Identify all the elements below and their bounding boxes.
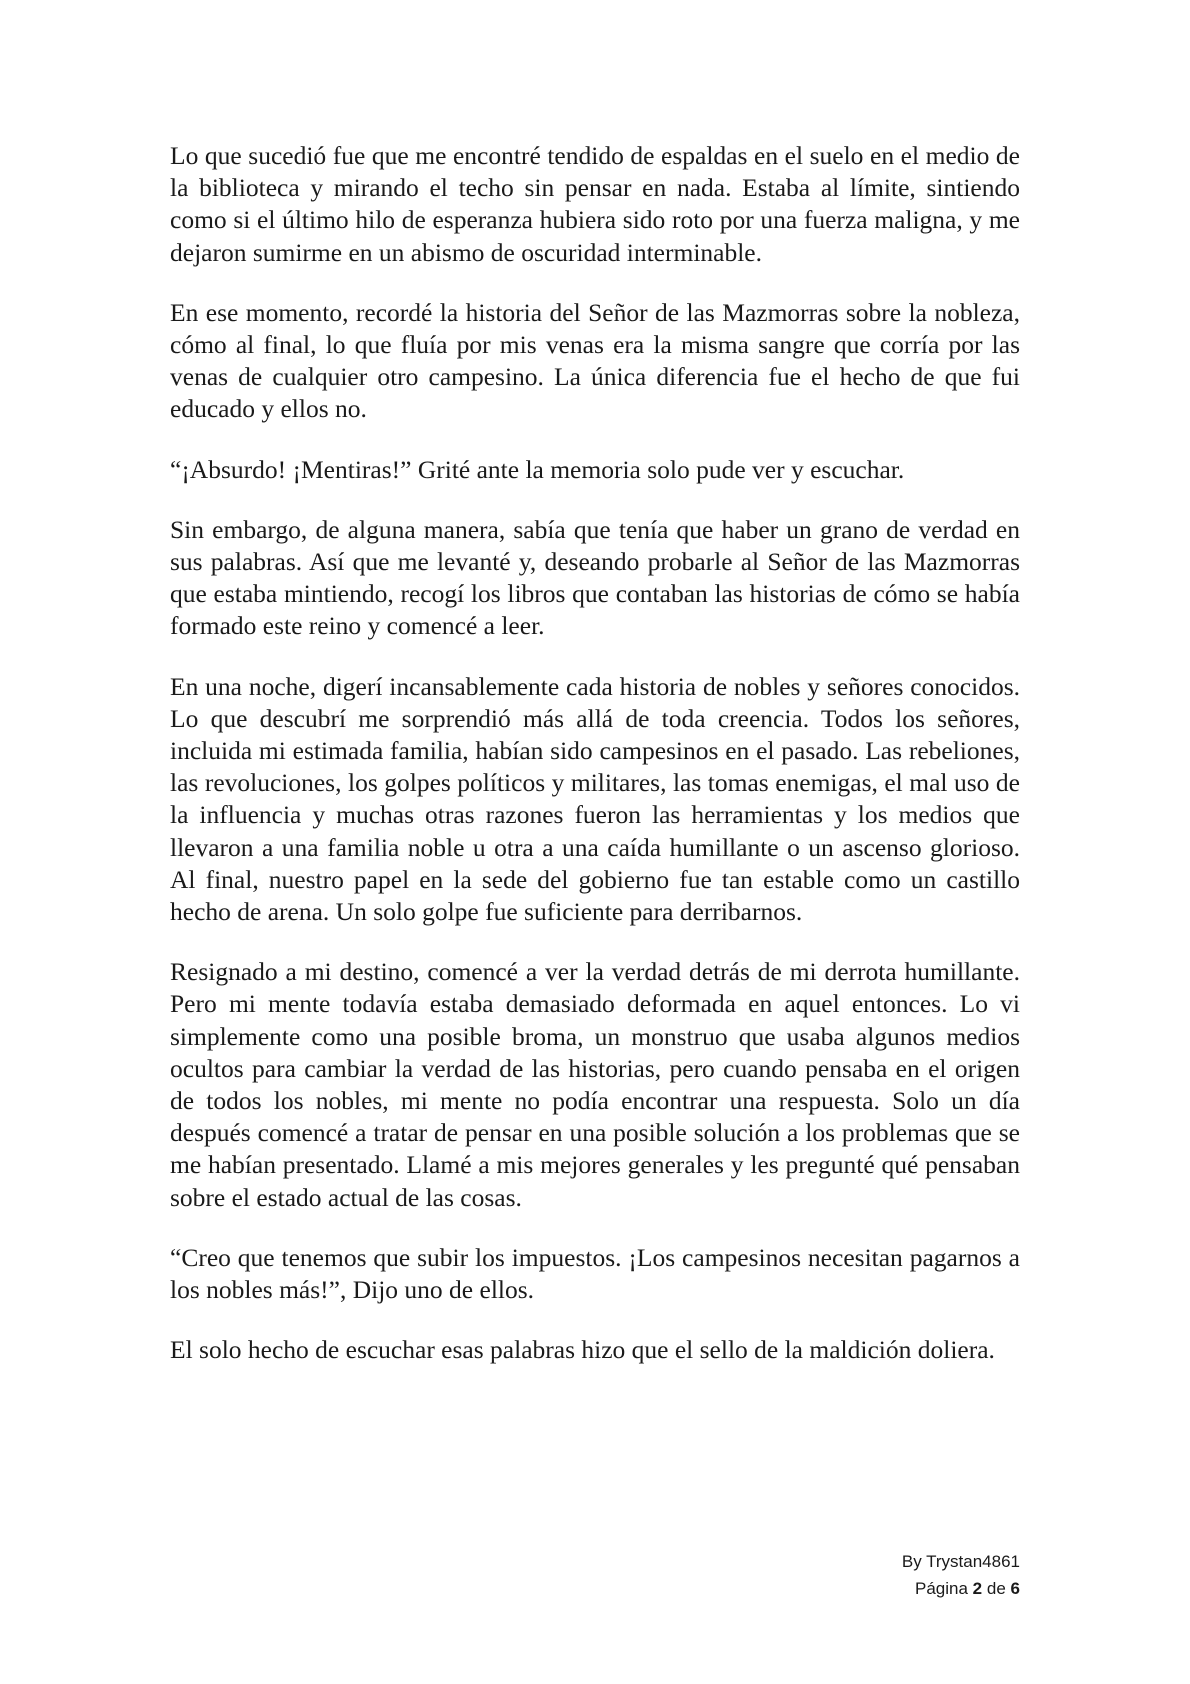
page-of: de	[986, 1579, 1006, 1598]
page-current: 2	[972, 1579, 983, 1598]
paragraph: “¡Absurdo! ¡Mentiras!” Grité ante la memoria solo pude ver y escuchar.	[170, 454, 905, 484]
page-total: 6	[1010, 1579, 1020, 1598]
paragraph: En ese momento, recordé la historia del Señor de las Mazmorras sobre la nobleza, cómo al final, lo que fluía por mis venas era la misma sangre que corría por las venas de cualquier otro campesino. La única diferencia fue el hecho de que fui educado y ellos no.	[170, 297, 1020, 424]
paragraph: “Creo que tenemos que subir los impuestos. ¡Los campesinos necesitan pagarnos a los nobles más!”, Dijo uno de ellos.	[170, 1242, 1020, 1305]
paragraph: Resignado a mi destino, comencé a ver la verdad detrás de mi derrota humillante. Pero mi mente todavía estaba demasiado deformada en aquel entonces. Lo vi simplemente como una posible broma, un monstruo que usaba algunos medios ocultos para cambiar la verdad de las historias, pero cuando pensaba en el origen de todos los nobles, mi mente no podía encontrar una respuesta. Solo un día después comencé a tratar de pensar en una posible solución a los problemas que se me habían presentado. Llamé a mis mejores generales y les pregunté qué pensaban sobre el estado actual de las cosas.	[170, 957, 1020, 1212]
footer-author: By Trystan4861	[901, 1552, 1020, 1571]
document-body	[170, 140, 1020, 1395]
page-label: Página	[915, 1579, 968, 1598]
paragraph: El solo hecho de escuchar esas palabras hizo que el sello de la maldición doliera.	[170, 1335, 995, 1365]
paragraph: Lo que sucedió fue que me encontré tendido de espaldas en el suelo en el medio de la biblioteca y mirando el techo sin pensar en nada. Estaba al límite, sintiendo como si el último hilo de esperanza hubiera sido roto por una fuerza maligna, y me dejaron sumirme en un abismo de oscuridad interminable.	[170, 141, 1020, 267]
paragraph: Sin embargo, de alguna manera, sabía que tenía que haber un grano de verdad en sus palabras. Así que me levanté y, deseando probarle al Señor de las Mazmorras que estaba mintiendo, recogí los libros que contaban las historias de cómo se había formado este reino y comencé a leer.	[170, 514, 1020, 641]
paragraph: En una noche, digerí incansablemente cada historia de nobles y señores conocidos. Lo que descubrí me sorprendió más allá de toda creencia. Todos los señores, incluida mi estimada familia, habían sido campesinos en el pasado. Las rebeliones, las revoluciones, los golpes políticos y militares, las tomas enemigas, el mal uso de la influencia y muchas otras razones fueron las herramientas y los medios que llevaron a una familia noble u otra a una caída humillante o un ascenso glorioso. Al final, nuestro papel en la sede del gobierno fue tan estable como un castillo hecho de arena. Un solo golpe fue suficiente para derribarnos.	[170, 671, 1020, 927]
page-footer	[902, 1548, 1020, 1602]
page-number	[902, 1575, 1020, 1602]
